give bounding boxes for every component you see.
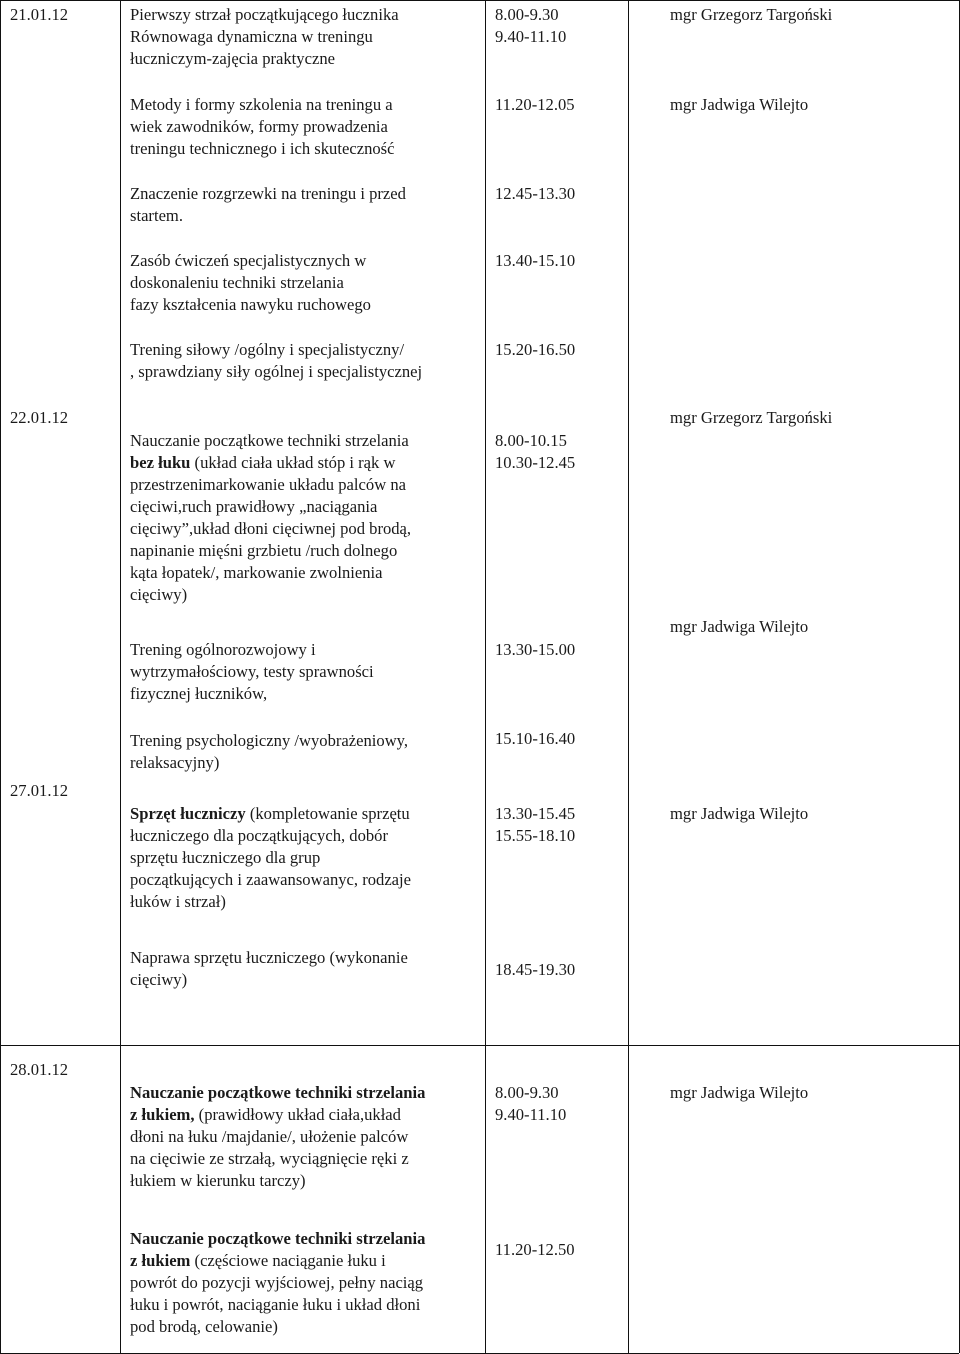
subject-line: łukiem w kierunku tarczy): [130, 1171, 306, 1190]
subject-cell: [130, 639, 374, 705]
subject-line: Trening siłowy /ogólny i specjalistyczny/: [130, 340, 405, 359]
subject-line: początkujących i zaawansowanyc, rodzaje: [130, 870, 412, 889]
subject-line: [130, 1104, 425, 1126]
subject-cell: [130, 730, 408, 774]
subject-line: łuczniczym-zajęcia praktyczne: [130, 49, 335, 68]
column-divider-date: [120, 0, 121, 1353]
time-line: 8.00-9.30: [495, 1083, 559, 1102]
subject-line: sprzętu łuczniczego dla grup: [130, 848, 321, 867]
subject-line: Metody i formy szkolenia na treningu a: [130, 95, 393, 114]
subject-line: [130, 803, 411, 825]
column-divider-time: [628, 0, 629, 1353]
subject-line: cięciwy): [130, 585, 188, 604]
subject-line: relaksacyjny): [130, 753, 220, 772]
subject-line: [130, 1250, 425, 1272]
subject-line: Trening psychologiczny /wyobrażeniowy,: [130, 731, 409, 750]
subject-line: fazy kształcenia nawyku ruchowego: [130, 295, 371, 314]
subject-text: (częściowe naciąganie łuku i: [190, 1251, 386, 1270]
subject-cell: [130, 183, 406, 227]
instructor-cell: mgr Jadwiga Wilejto: [670, 804, 809, 823]
time-cell: 12.45-13.30: [495, 184, 576, 203]
subject-line: , sprawdziany siły ogólnej i specjalistycznej: [130, 362, 423, 381]
instructor-cell: mgr Jadwiga Wilejto: [670, 617, 809, 636]
subject-cell: [130, 4, 399, 70]
subject-line: Znaczenie rozgrzewki na treningu i przed: [130, 184, 406, 203]
subject-line: łuku i powrót, naciąganie łuku i układ dłoni: [130, 1295, 421, 1314]
subject-cell: [130, 94, 394, 160]
subject-cell: [130, 250, 371, 316]
subject-cell: [130, 803, 411, 913]
subject-cell: [130, 430, 411, 606]
subject-line: fizycznej łuczników,: [130, 684, 268, 703]
subject-bold: z łukiem: [130, 1251, 191, 1270]
subject-line: łuków i strzał): [130, 892, 226, 911]
subject-line: Nauczanie początkowe techniki strzelania: [130, 431, 409, 450]
subject-line: na cięciwie ze strzałą, wyciągnięcie ręki z: [130, 1149, 409, 1168]
subject-line: Równowaga dynamiczna w treningu: [130, 27, 373, 46]
date-cell: 28.01.12: [10, 1060, 69, 1079]
time-line: 8.00-9.30: [495, 5, 559, 24]
time-cell: [495, 4, 566, 48]
subject-line: powrót do pozycji wyjściowej, pełny naciąg: [130, 1273, 424, 1292]
subject-line: Zasób ćwiczeń specjalistycznych w: [130, 251, 367, 270]
time-cell: [495, 1082, 566, 1126]
instructor-cell: mgr Grzegorz Targoński: [670, 5, 833, 24]
time-line: 8.00-10.15: [495, 431, 567, 450]
subject-bold-line: Nauczanie początkowe techniki strzelania: [130, 1083, 426, 1102]
subject-line: treningu technicznego i ich skuteczność: [130, 139, 395, 158]
table-border-top: [0, 0, 959, 1]
row-divider: [0, 1045, 959, 1046]
subject-line: cięciwy”,układ dłoni cięciwnej pod brodą,: [130, 519, 412, 538]
subject-line: cięciwi,ruch prawidłowy „naciągania: [130, 497, 378, 516]
time-line: 10.30-12.45: [495, 453, 576, 472]
instructor-cell: mgr Jadwiga Wilejto: [670, 1083, 809, 1102]
subject-line: Naprawa sprzętu łuczniczego (wykonanie: [130, 948, 408, 967]
subject-line: wytrzymałościowy, testy sprawności: [130, 662, 374, 681]
time-cell: 15.10-16.40: [495, 729, 576, 748]
date-cell: 27.01.12: [10, 781, 69, 800]
subject-bold: z łukiem,: [130, 1105, 195, 1124]
column-divider-subject: [485, 0, 486, 1353]
instructor-cell: mgr Jadwiga Wilejto: [670, 95, 809, 114]
subject-line: dłoni na łuku /majdanie/, ułożenie palców: [130, 1127, 409, 1146]
time-line: 13.30-15.45: [495, 804, 576, 823]
time-line: 9.40-11.10: [495, 27, 567, 46]
subject-line: napinanie mięśni grzbietu /ruch dolnego: [130, 541, 398, 560]
subject-line: kąta łopatek/, markowanie zwolnienia: [130, 563, 383, 582]
date-cell: 21.01.12: [10, 5, 69, 24]
subject-text: (układ ciała układ stóp i rąk w: [190, 453, 396, 472]
time-cell: [495, 803, 575, 847]
subject-line: wiek zawodników, formy prowadzenia: [130, 117, 388, 136]
time-cell: [495, 430, 575, 474]
subject-text: (kompletowanie sprzętu: [245, 804, 410, 823]
subject-cell: [130, 339, 422, 383]
time-cell: 13.40-15.10: [495, 251, 576, 270]
subject-line: startem.: [130, 206, 183, 225]
subject-line: Trening ogólnorozwojowy i: [130, 640, 316, 659]
subject-bold: Sprzęt łuczniczy: [130, 804, 246, 823]
time-cell: 15.20-16.50: [495, 340, 576, 359]
subject-line: Pierwszy strzał początkującego łucznika: [130, 5, 399, 24]
time-cell: 11.20-12.05: [495, 95, 575, 114]
subject-line: łuczniczego dla początkujących, dobór: [130, 826, 389, 845]
date-cell: 22.01.12: [10, 408, 69, 427]
instructor-cell: mgr Grzegorz Targoński: [670, 408, 833, 427]
time-line: 15.55-18.10: [495, 826, 576, 845]
subject-cell: [130, 1082, 425, 1192]
time-cell: 11.20-12.50: [495, 1240, 575, 1259]
subject-cell: [130, 947, 408, 991]
subject-bold: bez łuku: [130, 453, 191, 472]
subject-line: [130, 452, 411, 474]
subject-text: (prawidłowy układ ciała,układ: [194, 1105, 401, 1124]
subject-line: cięciwy): [130, 970, 188, 989]
subject-bold-line: Nauczanie początkowe techniki strzelania: [130, 1229, 426, 1248]
table-border-left: [0, 0, 1, 1353]
time-cell: 18.45-19.30: [495, 960, 576, 979]
subject-line: przestrzenimarkowanie układu palców na: [130, 475, 406, 494]
time-cell: 13.30-15.00: [495, 640, 576, 659]
time-line: 9.40-11.10: [495, 1105, 567, 1124]
subject-cell: [130, 1228, 425, 1338]
subject-line: doskonaleniu techniki strzelania: [130, 273, 344, 292]
subject-line: pod brodą, celowanie): [130, 1317, 278, 1336]
